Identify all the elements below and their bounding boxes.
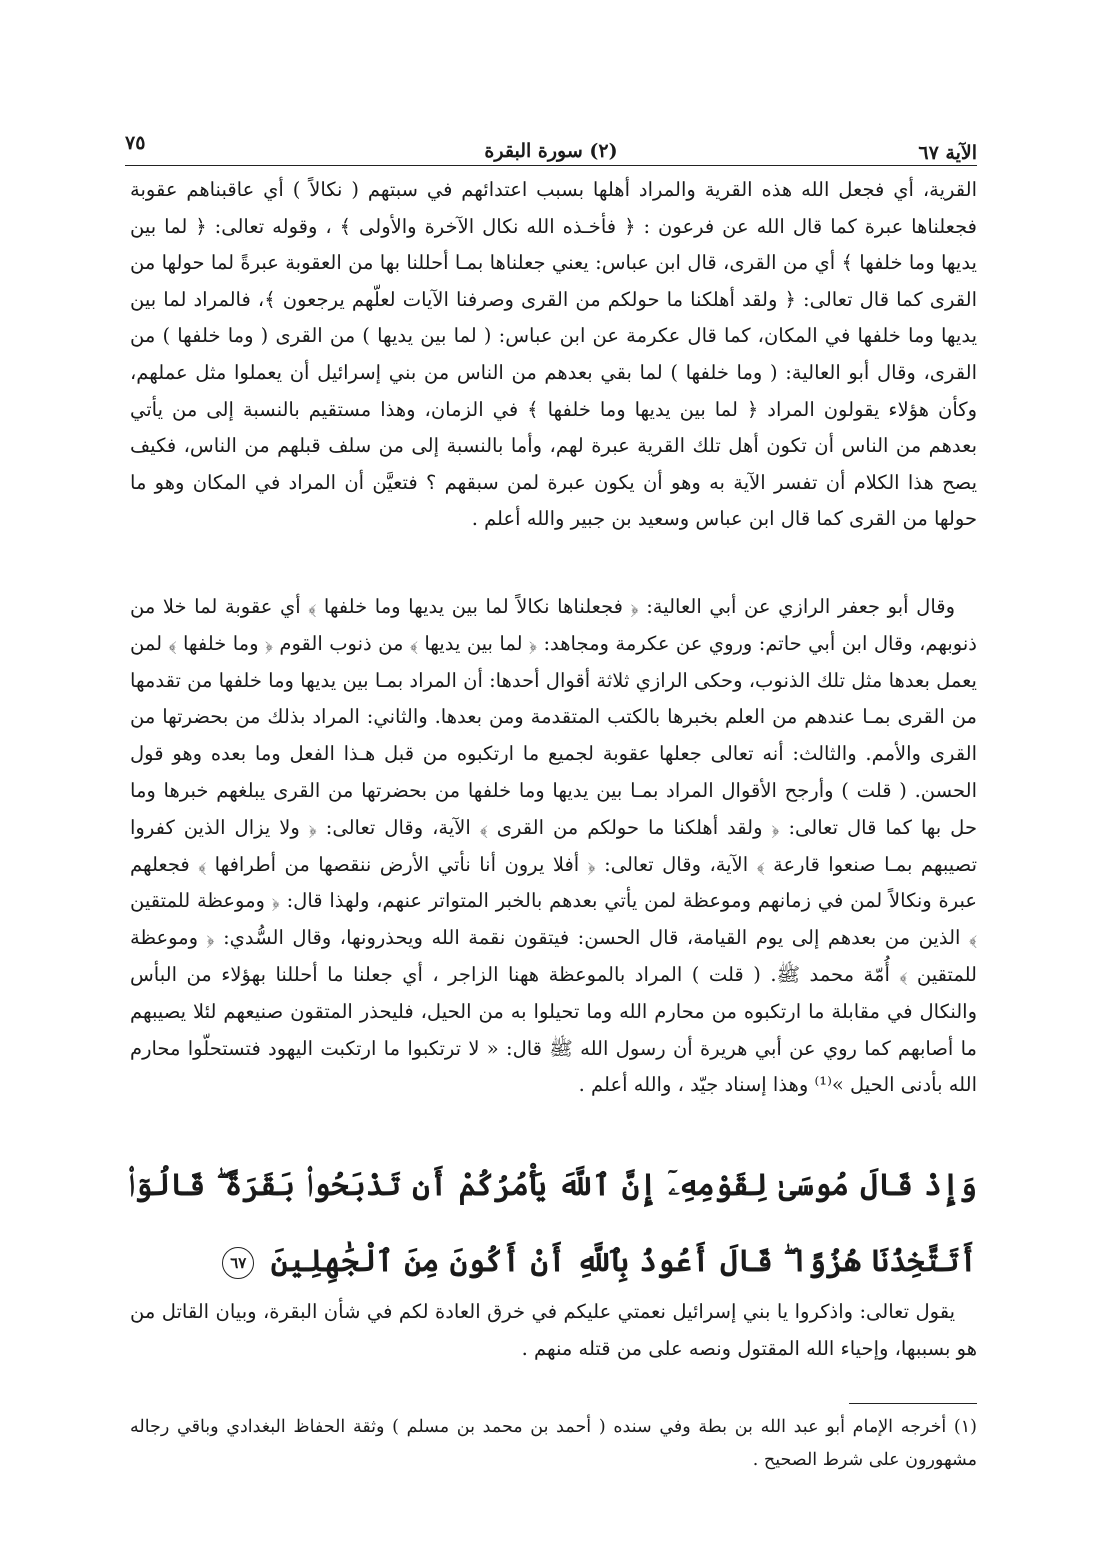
verse-number-icon: ٦٧ bbox=[222, 1247, 254, 1279]
paragraph-text: وقال أبو جعفر الرازي عن أبي العالية: ﴿ فجعلناها نكالاً لما بين يديها وما خلفها ﴾ أي عقوبة لما خلا من ذنوبهم، وقال ابن أبي حاتم: وروي عن عكرمة ومجاهد: ﴿ لما بين يديها ﴾ من ذنوب القوم ﴿ وما خلفها ﴾ لمن يعمل بعدها مثل تلك الذنوب، وحكى الرازي ثلاثة أقوال أحدها: أن المراد بمـا بين يديها وما خلفها من تقدمها من القرى بمـا عندهم من العلم بخبرها بالكتب المتقدمة ومن بعدها. والثاني: المراد بذلك من بحضرتها من القرى والأمم. والثالث: أنه تعالى جعلها عقوبة لجميع ما ارتكبوه من قبل هـذا الفعل وما بعده وهو قول الحسن. ( قلت ) وأرجح الأقوال المراد بمـا بين يديها وما خلفها من بحضرتها من القرى يبلغهم خبرها وما حل بها كما قال تعالى: ﴿ ولقد أهلكنا ما حولكم من القرى ﴾ الآية، وقال تعالى: ﴿ ولا يزال الذين كفروا تصيبهم بمـا صنعوا قارعة ﴾ الآية، وقال تعالى: ﴿ أفلا يرون أنا نأتي الأرض ننقصها من أطرافها ﴾ فجعلهم عبرة ونكالاً لمن في زمانهم وموعظة لمن يأتي بعدهم بالخبر المتواتر عنهم، ولهذا قال: ﴿ وموعظة للمتقين ﴾ الذين من بعدهم إلى يوم القيامة، قال الحسن: فيتقون نقمة الله ويحذرونها، وقال السُّدي: ﴿ وموعظة للمتقين ﴾ أُمّة محمد ﷺ. ( قلت ) المراد بالموعظة ههنا الزاجر ، أي جعلنا ما أحللنا بهؤلاء من البأس والنكال في مقابلة ما ارتكبوه من محارم الله وما تحيلوا به من الحيل، فليحذر المتقون صنيعهم لئلا يصيبهم ما أصابهم كما روي عن أبي هريرة أن رسول الله ﷺ قال: « لا ترتكبوا ما ارتكبت اليهود فتستحلّوا محارم الله بأدنى الحيل »⁽¹⁾ وهذا إسناد جيّد ، والله أعلم . bbox=[130, 595, 977, 1097]
commentary-paragraph-3 bbox=[130, 1294, 977, 1367]
verse-reference: الآية ٦٧ bbox=[918, 142, 977, 164]
footnote-divider bbox=[849, 1403, 977, 1404]
surah-title: (٢) سورة البقرة bbox=[484, 140, 618, 162]
page-number: ٧٥ bbox=[125, 132, 146, 154]
footnote-text: (١) أخرجه الإمام أبو عبد الله بن بطة وفي سنده ( أحمد بن محمد بن مسلم ) وثقة الحفاظ البغدادي وباقي رجاله مشهورون على شرط الصحيح . bbox=[130, 1417, 977, 1470]
commentary-paragraph-2 bbox=[130, 589, 977, 1104]
footnote bbox=[130, 1411, 977, 1477]
quran-verse bbox=[128, 1148, 977, 1300]
commentary-paragraph-1 bbox=[130, 172, 977, 538]
paragraph-text: القرية، أي فجعل الله هذه القرية والمراد أهلها بسبب اعتدائهم في سبتهم ( نكالاً ) أي عاقبناهم عقوبة فجعلناها عبرة كما قال الله عن فرعون : ﴿ فأخـذه الله نكال الآخرة والأولى ﴾ ، وقوله تعالى: ﴿ لما بين يديها وما خلفها ﴾ أي من القرى، قال ابن عباس: يعني جعلناها بمـا أحللنا بها من العقوبة عبرةً لما حولها من القرى كما قال تعالى: ﴿ ولقد أهلكنا ما حولكم من القرى وصرفنا الآيات لعلّهم يرجعون ﴾، فالمراد لما بين يديها وما خلفها في المكان، كما قال عكرمة عن ابن عباس: ( لما بين يديها ) من القرى ( وما خلفها ) من القرى، وقال أبو العالية: ( وما خلفها ) لما بقي بعدهم من الناس من بني إسرائيل أن يعملوا مثل عملهم، وكأن هؤلاء يقولون المراد ﴿ لما بين يديها وما خلفها ﴾ في الزمان، وهذا مستقيم بالنسبة إلى من يأتي بعدهم من الناس أن تكون أهل تلك القرية عبرة لهم، وأما بالنسبة إلى من سلف قبلهم من الناس، فكيف يصح هذا الكلام أن تفسر الآية به وهو أن يكون عبرة لمن سبقهم ؟ فتعيَّن أن المراد في المكان وهو ما حولها من القرى كما قال ابن عباس وسعيد بن جبير والله أعلم . bbox=[130, 178, 977, 531]
page-header bbox=[125, 128, 977, 162]
verse-text: وَإِذْ قَالَ مُوسَىٰ لِقَوْمِهِۦٓ إِنَّ ٱللَّهَ يَأْمُرُكُمْ أَن تَذْبَحُوا۟ بَقَرَةً ۖ قَالُوٓا۟ أَتَتَّخِذُنَا هُزُوًا ۖ قَالَ أَعُوذُ بِٱللَّهِ أَنْ أَكُونَ مِنَ ٱلْجَٰهِلِينَ bbox=[128, 1168, 977, 1279]
header-divider bbox=[125, 165, 977, 166]
paragraph-text: يقول تعالى: واذكروا يا بني إسرائيل نعمتي عليكم في خرق العادة لكم في شأن البقرة، وبيان القاتل من هو بسببها، وإحياء الله المقتول ونصه على من قتله منهم . bbox=[130, 1300, 977, 1360]
